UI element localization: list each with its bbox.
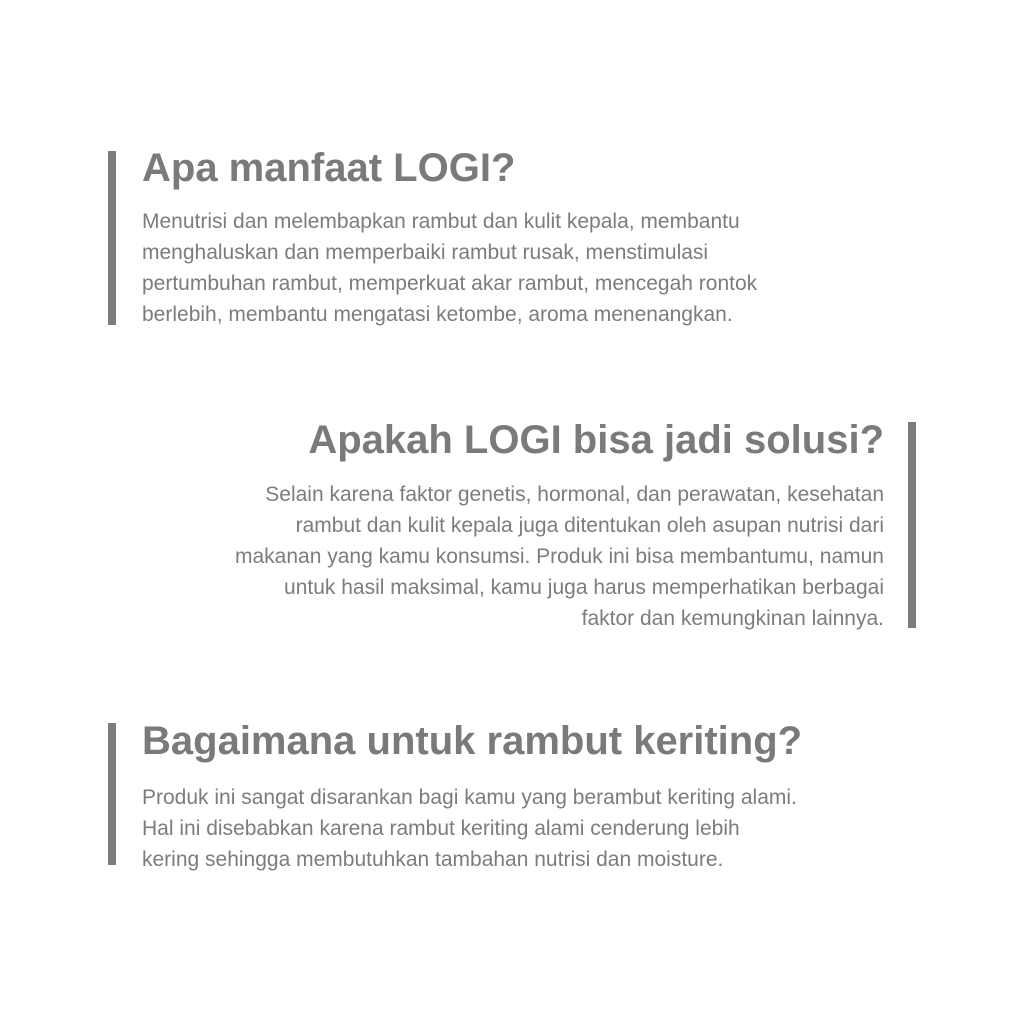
accent-bar-right xyxy=(908,422,916,628)
body-line: Produk ini sangat disarankan bagi kamu yang berambut keriting alami. xyxy=(142,786,797,809)
body-line: faktor dan kemungkinan lainnya. xyxy=(581,607,884,630)
section-body xyxy=(142,206,902,330)
body-line: untuk hasil maksimal, kamu juga harus memperhatikan berbagai xyxy=(284,576,884,599)
section-body xyxy=(142,782,942,875)
accent-bar-left xyxy=(108,723,116,865)
body-line: pertumbuhan rambut, memperkuat akar rambut, mencegah rontok xyxy=(142,272,758,295)
body-line: berlebih, membantu mengatasi ketombe, aroma menenangkan. xyxy=(142,303,733,326)
body-line: Selain karena faktor genetis, hormonal, dan perawatan, kesehatan xyxy=(265,483,884,506)
body-line: rambut dan kulit kepala juga ditentukan oleh asupan nutrisi dari xyxy=(295,514,884,537)
body-line: makanan yang kamu konsumsi. Produk ini bisa membantumu, namun xyxy=(235,545,884,568)
section-body xyxy=(124,479,884,634)
accent-bar-left xyxy=(108,151,116,325)
body-line: menghaluskan dan memperbaiki rambut rusak, menstimulasi xyxy=(142,241,709,264)
section-title: Bagaimana untuk rambut keriting? xyxy=(142,719,803,763)
body-line: Menutrisi dan melembapkan rambut dan kulit kepala, membantu xyxy=(142,210,740,233)
body-line: Hal ini disebabkan karena rambut keriting alami cenderung lebih xyxy=(142,817,740,840)
section-title: Apa manfaat LOGI? xyxy=(142,146,516,190)
body-line: kering sehingga membutuhkan tambahan nutrisi dan moisture. xyxy=(142,848,724,871)
section-title: Apakah LOGI bisa jadi solusi? xyxy=(308,418,884,462)
